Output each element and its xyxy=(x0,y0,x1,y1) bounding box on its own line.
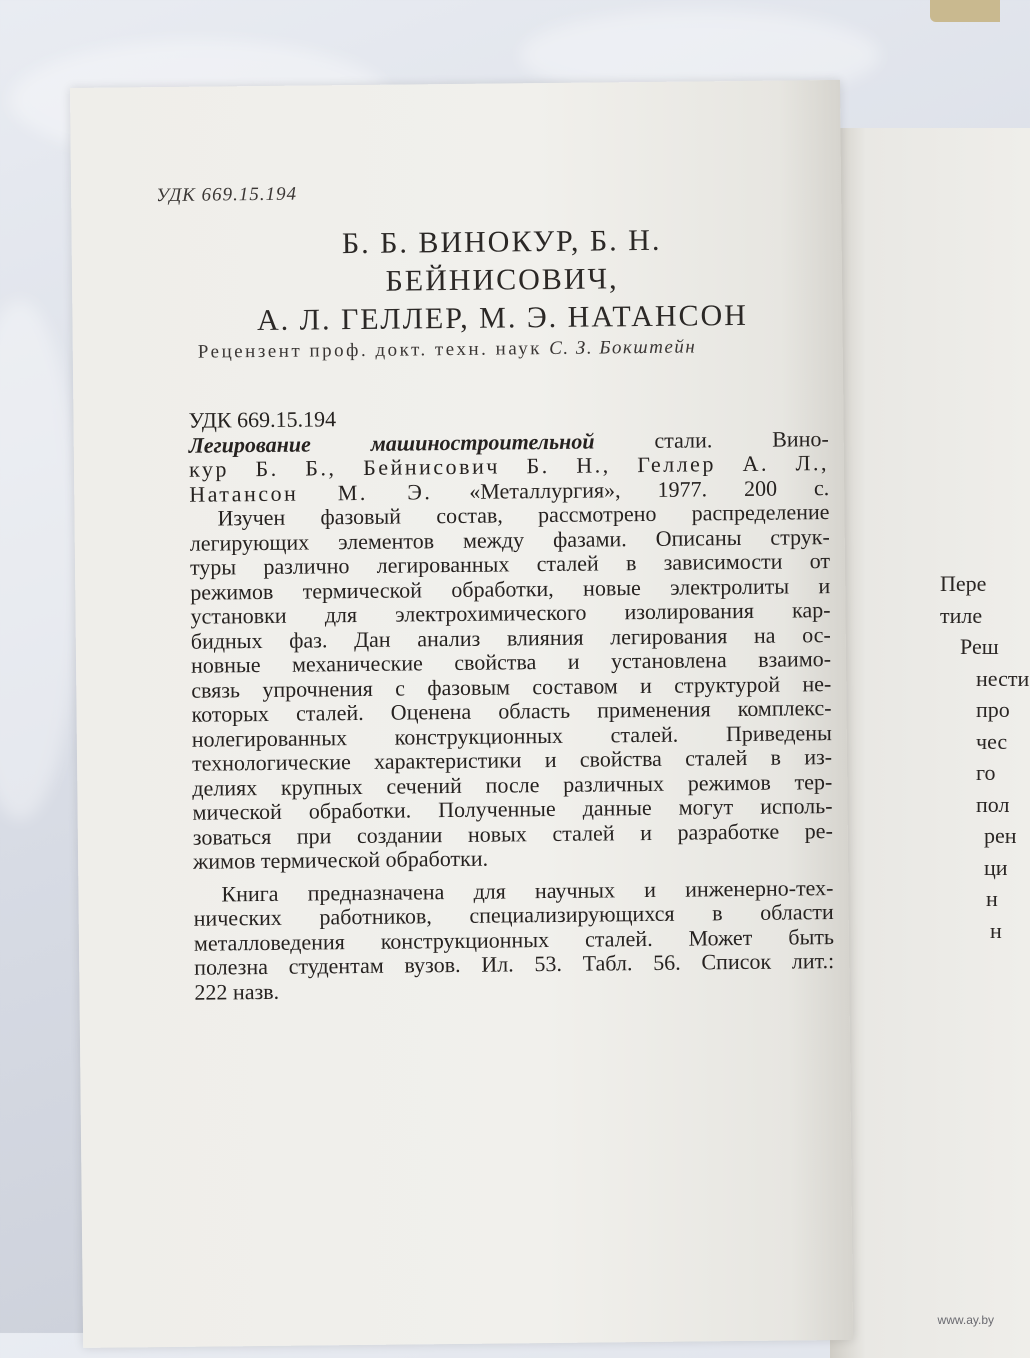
authors-line-1: Б. Б. ВИНОКУР, Б. Н. БЕЙНИСОВИЧ, xyxy=(341,223,662,298)
book-corner xyxy=(930,0,1000,22)
abstract-para1-line: режимов термической обработки, новые электролиты и xyxy=(190,572,831,605)
udk-code: УДК 669.15.194 xyxy=(156,183,298,207)
abstract-para1-line: бидных фаз. Дан анализ влияния легирования на ос- xyxy=(190,621,831,654)
abstract-para1-line: Изучен фазовый состав, рассмотрено распределение xyxy=(217,499,830,531)
right-fragment: чес xyxy=(976,728,1008,754)
abstract-para1-line: туры различно легированных сталей в зависимости от xyxy=(189,548,831,580)
abstract-para1-line: которых сталей. Оценена область применения комплекс- xyxy=(191,695,832,727)
right-page-text xyxy=(940,568,1029,946)
abstract-author: Бейнисович Б. Н., xyxy=(362,452,611,480)
abstract-para1-line: легирующих элементов между фазами. Описаны струк- xyxy=(189,523,830,556)
abstract-para2-line: Книга предназначена для научных и инженерно-тех- xyxy=(221,874,834,906)
right-fragment: пол xyxy=(976,791,1010,817)
right-fragment: н xyxy=(990,917,1002,943)
right-fragment: н xyxy=(986,886,998,911)
abstract-author: Геллер А. Л., xyxy=(637,450,830,478)
right-fragment: Пере xyxy=(940,571,987,596)
book-page xyxy=(70,80,853,1348)
abstract-author: кур Б. Б., xyxy=(188,455,337,482)
abstract-para1-line: новные механические свойства и установлена взаимо- xyxy=(190,646,832,678)
abstract-title-rest: стали. Вино- xyxy=(654,425,829,453)
right-fragment: тиле xyxy=(940,602,983,628)
right-fragment: Реш xyxy=(960,634,999,659)
right-page xyxy=(830,128,1030,1358)
reviewer-name: С. З. Бокштейн xyxy=(549,336,697,359)
authors-line-2: А. Л. ГЕЛЛЕР, М. Э. НАТАНСОН xyxy=(256,298,749,338)
watermark: www.ay.by xyxy=(937,1313,994,1327)
right-fragment: ци xyxy=(984,854,1008,880)
abstract-author: Натансон М. Э. xyxy=(189,478,433,507)
abstract-para1-line: жимов термической обработки. xyxy=(192,845,489,874)
abstract-para1-line: установки для электрохимического изолирования кар- xyxy=(190,597,831,629)
abstract xyxy=(188,402,834,1005)
abstract-publisher: «Металлургия», 1977. 200 с. xyxy=(469,474,830,504)
abstract-udk: УДК 669.15.194 xyxy=(188,406,337,433)
abstract-para2-line: нических работников, специализирующихся в области xyxy=(193,899,834,931)
abstract-para2-line: металловедения конструкционных сталей. Может быть xyxy=(193,923,835,956)
abstract-para1-line: нолегированных конструкционных сталей. Приведены xyxy=(191,719,832,752)
abstract-para1-line: делиях крупных сечений после различных режимов тер- xyxy=(192,768,833,801)
authors xyxy=(221,221,782,341)
abstract-para2-line: 222 назв. xyxy=(194,978,280,1005)
reviewer xyxy=(198,336,697,363)
abstract-para1-line: технологические характеристики и свойства сталей в из- xyxy=(191,744,833,776)
right-fragment: про xyxy=(976,697,1010,722)
abstract-para1-line: мической обработки. Полученные данные могут исполь- xyxy=(192,793,833,825)
abstract-para1-line: зоваться при создании новых сталей и разработке ре- xyxy=(192,817,833,850)
abstract-para2-line: полезна студентам вузов. Ил. 53. Табл. 56. Список лит.: xyxy=(194,948,835,980)
abstract-title-bold: Легирование машиностроительной xyxy=(188,428,595,458)
abstract-para1-line: связь упрочнения с фазовым составом и структурой не- xyxy=(191,670,832,703)
reviewer-prefix: Рецензент проф. докт. техн. наук xyxy=(197,338,543,363)
right-fragment: нести xyxy=(976,665,1030,691)
right-fragment: рен xyxy=(984,823,1017,848)
right-fragment: го xyxy=(976,760,996,785)
